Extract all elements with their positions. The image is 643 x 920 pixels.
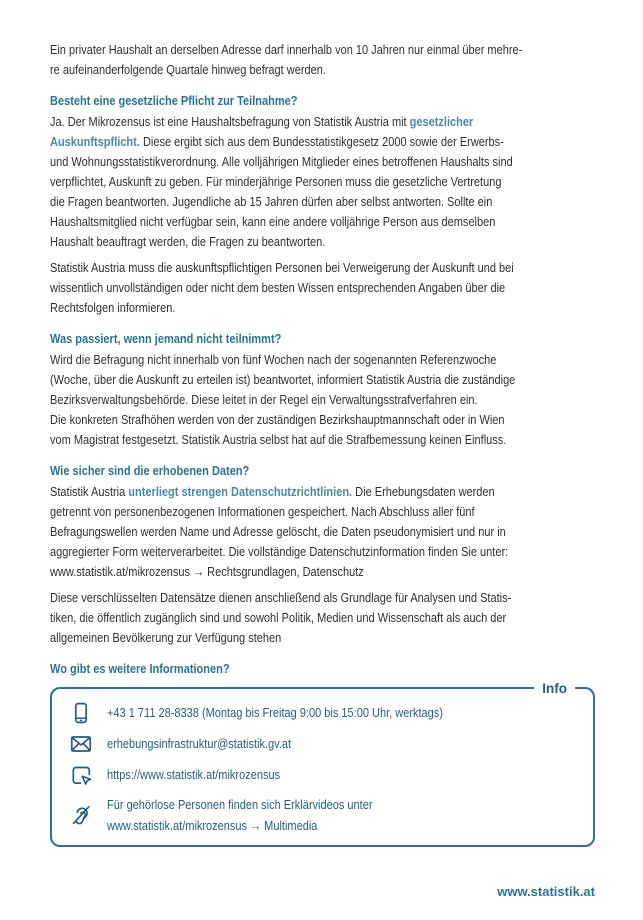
text-segment: die Fragen beantworten. Jugendliche ab 15 Jahren dürfen aber selbst antworten. Sollte ein — [50, 194, 493, 209]
paragraph — [50, 350, 595, 450]
footer-link[interactable]: www.statistik.at — [497, 884, 595, 899]
text-segment: tiken, die öffentlich zugänglich sind und sowohl Politik, Medien und Wissenschaft als auch der — [50, 610, 507, 625]
text-segment: (Woche, über die Auskunft zu erteilen ist) beantwortet, informiert Statistik Austria die zuständige — [50, 372, 516, 387]
text-line — [50, 232, 519, 252]
text-line — [50, 350, 519, 370]
text-segment: Haushalt beauftragt werden, die Fragen zu beantworten. — [50, 234, 326, 249]
paragraph — [50, 258, 595, 318]
inline-emphasis: gesetzlicher — [409, 114, 474, 129]
text-segment: Befragungswellen werden Name und Adresse gelöscht, die Daten pseudonymisiert und nur in — [50, 524, 506, 539]
info-item-text[interactable] — [107, 764, 308, 785]
section-heading — [50, 461, 595, 481]
paragraph — [50, 40, 595, 80]
text-line — [50, 112, 519, 132]
text-line: +43 1 711 28-8338 (Montag bis Freitag 9:00 bis 15:00 Uhr, werktags) — [107, 705, 443, 720]
text-segment: Die Erhebungsdaten werden — [352, 484, 495, 499]
text-line — [50, 430, 519, 450]
text-line — [50, 542, 519, 562]
text-segment: Die konkreten Strafhöhen werden von der zuständigen Bezirkshauptmannschaft oder in Wien — [50, 412, 505, 427]
paragraph — [50, 482, 595, 582]
text-line — [50, 410, 519, 430]
text-segment: Besteht eine gesetzliche Pflicht zur Teilnahme? — [50, 93, 298, 108]
text-line — [50, 40, 523, 60]
info-item-text[interactable] — [107, 794, 416, 836]
text-line — [50, 278, 519, 298]
text-line — [50, 91, 519, 111]
cursor-click-icon — [69, 763, 93, 787]
paragraph — [50, 112, 595, 252]
inline-emphasis: Auskunftspflicht. — [50, 134, 140, 149]
text-segment: aggregierter Form weiterverarbeitet. Die vollständige Datenschutzinformation finden Sie unter: — [50, 544, 509, 559]
text-segment: und Wohnungsstatistikverordnung. Alle volljährigen Mitglieder eines betroffenen Haushalts sind — [50, 154, 513, 169]
paragraph — [50, 588, 595, 648]
text-line — [50, 60, 519, 80]
text-line — [50, 588, 519, 608]
text-line — [50, 502, 519, 522]
section-heading — [50, 329, 595, 349]
content — [50, 40, 595, 679]
text-line — [50, 628, 519, 648]
text-segment: Diese verschlüsselten Datensätze dienen anschließend als Grundlage für Analysen und Statis- — [50, 590, 512, 605]
text-line — [50, 608, 519, 628]
text-line — [50, 212, 519, 232]
text-line: erhebungsinfrastruktur@statistik.gv.at — [107, 736, 292, 751]
deaf-ear-icon — [69, 803, 93, 827]
section-heading — [50, 91, 595, 111]
text-segment: wissentlich unvollständigen oder nicht dem besten Wissen entsprechenden Angaben über die — [50, 280, 506, 295]
text-line: Für gehörlose Personen finden sich Erklärvideos unter — [107, 796, 373, 812]
info-item — [69, 759, 577, 790]
info-box-label: Info — [534, 679, 575, 698]
text-segment: Wird die Befragung nicht innerhalb von fünf Wochen nach der sogenannten Referenzwoche — [50, 352, 497, 367]
text-segment: Statistik Austria muss die auskunftspflichtigen Personen bei Verweigerung der Auskunft und bei — [50, 260, 514, 275]
text-line — [50, 659, 519, 679]
text-line — [50, 390, 519, 410]
mail-icon — [69, 732, 93, 756]
text-segment: Statistik Austria — [50, 484, 129, 499]
text-line — [50, 482, 519, 502]
text-line — [50, 172, 519, 192]
info-item — [69, 790, 577, 839]
text-line — [50, 370, 519, 390]
text-segment: getrennt von personenbezogenen Informationen gespeichert. Nach Abschluss aller fünf — [50, 504, 475, 519]
text-line — [50, 192, 519, 212]
text-segment: Haushaltsmitglied nicht verfügbar sein, kann eine andere volljährige Person aus demselben — [50, 214, 496, 229]
text-line — [50, 461, 519, 481]
phone-icon — [69, 701, 93, 725]
text-segment: allgemeinen Bevölkerung zur Verfügung stehen — [50, 630, 282, 645]
section-heading — [50, 659, 595, 679]
info-item — [69, 697, 577, 728]
info-item-text[interactable] — [107, 733, 321, 754]
text-segment: www.statistik.at/mikrozensus → Rechtsgrundlagen, Datenschutz — [50, 564, 364, 579]
text-line — [50, 152, 519, 172]
text-line: www.statistik.at/mikrozensus → Multimedia — [107, 817, 318, 833]
text-segment: Bezirksverwaltungsbehörde. Diese leitet in der Regel ein Verwaltungsstrafverfahren ein. — [50, 392, 478, 407]
text-segment: Wo gibt es weitere Informationen? — [50, 661, 230, 676]
text-segment: re aufeinanderfolgende Quartale hinweg befragt werden. — [50, 62, 326, 77]
text-segment: vom Magistrat festgesetzt. Statistik Austria selbst hat auf die Strafbemessung keinen Einfluss. — [50, 432, 507, 447]
text-segment: Wie sicher sind die erhobenen Daten? — [50, 463, 250, 478]
text-line — [50, 562, 519, 582]
text-segment: Ja. Der Mikrozensus ist eine Haushaltsbefragung von Statistik Austria mit — [50, 114, 410, 129]
text-line — [50, 258, 519, 278]
text-line — [50, 522, 519, 542]
text-line — [50, 298, 519, 318]
text-segment: Was passiert, wenn jemand nicht teilnimmt? — [50, 331, 282, 346]
info-box-items — [69, 697, 577, 839]
text-line — [50, 132, 519, 152]
text-segment: Ein privater Haushalt an derselben Adresse darf innerhalb von 10 Jahren nur einmal über mehre- — [50, 42, 523, 57]
inline-emphasis: unterliegt strengen Datenschutzrichtlinien. — [128, 484, 353, 499]
info-box — [50, 681, 595, 847]
text-line — [50, 329, 519, 349]
info-item-text[interactable] — [107, 702, 498, 723]
text-line: https://www.statistik.at/mikrozensus — [107, 767, 281, 782]
text-segment: Rechtsfolgen informieren. — [50, 300, 176, 315]
text-segment: verpflichtet, Auskunft zu geben. Für minderjährige Personen muss die gesetzliche Vertretung — [50, 174, 502, 189]
text-segment: Diese ergibt sich aus dem Bundesstatistikgesetz 2000 sowie der Erwerbs- — [139, 134, 504, 149]
info-item — [69, 728, 577, 759]
